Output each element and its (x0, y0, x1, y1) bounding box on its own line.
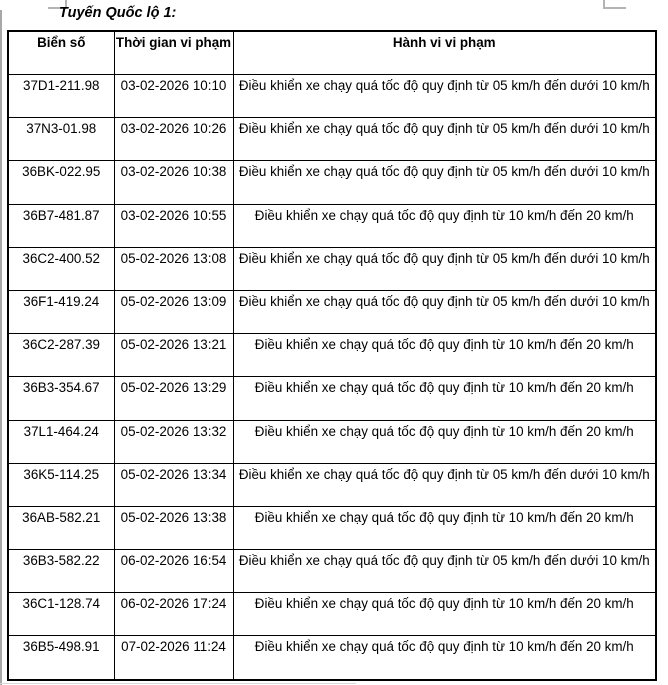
header-row (8, 31, 656, 75)
table-row (8, 550, 656, 593)
time-cell: 05-02-2026 13:32 (114, 420, 233, 463)
violation-cell: Điều khiển xe chạy quá tốc độ quy định từ 10 km/h đến 20 km/h (233, 636, 656, 680)
time-cell: 05-02-2026 13:21 (114, 334, 233, 377)
plate-cell: 37L1-464.24 (8, 420, 114, 463)
page-edge-line (0, 10, 2, 685)
time-cell: 03-02-2026 10:38 (114, 161, 233, 204)
violation-cell: Điều khiển xe chạy quá tốc độ quy định từ 05 km/h đến dưới 10 km/h (233, 161, 656, 204)
time-cell: 03-02-2026 10:26 (114, 118, 233, 161)
violation-cell: Điều khiển xe chạy quá tốc độ quy định từ 10 km/h đến 20 km/h (233, 377, 656, 420)
table-row (8, 463, 656, 506)
plate-cell: 36B3-582.22 (8, 550, 114, 593)
table-row (8, 593, 656, 636)
table-row (8, 247, 656, 290)
time-cell: 03-02-2026 10:10 (114, 75, 233, 118)
violation-cell: Điều khiển xe chạy quá tốc độ quy định từ 05 km/h đến dưới 10 km/h (233, 75, 656, 118)
plate-cell: 36AB-582.21 (8, 506, 114, 549)
plate-cell: 36B7-481.87 (8, 204, 114, 247)
violation-cell: Điều khiển xe chạy quá tốc độ quy định từ 10 km/h đến 20 km/h (233, 506, 656, 549)
table-row (8, 204, 656, 247)
plate-cell: 36C2-400.52 (8, 247, 114, 290)
table-row (8, 377, 656, 420)
table-row (8, 334, 656, 377)
violations-table (7, 30, 657, 681)
plate-cell: 37N3-01.98 (8, 118, 114, 161)
table-row (8, 420, 656, 463)
plate-cell: 36C1-128.74 (8, 593, 114, 636)
violation-cell: Điều khiển xe chạy quá tốc độ quy định từ 05 km/h đến dưới 10 km/h (233, 247, 656, 290)
violation-cell: Điều khiển xe chạy quá tốc độ quy định từ 05 km/h đến dưới 10 km/h (233, 118, 656, 161)
table-row (8, 118, 656, 161)
plate-cell: 36B5-498.91 (8, 636, 114, 680)
plate-cell: 37D1-211.98 (8, 75, 114, 118)
table-row (8, 161, 656, 204)
table-row (8, 75, 656, 118)
margin-crop-mark-top-right (603, 7, 626, 9)
column-header-time: Thời gian vi phạm (114, 31, 233, 75)
time-cell: 07-02-2026 11:24 (114, 636, 233, 680)
plate-cell: 36B3-354.67 (8, 377, 114, 420)
violation-cell: Điều khiển xe chạy quá tốc độ quy định từ 10 km/h đến 20 km/h (233, 204, 656, 247)
page-bottom-divider (0, 683, 356, 684)
plate-cell: 36BK-022.95 (8, 161, 114, 204)
time-cell: 05-02-2026 13:38 (114, 506, 233, 549)
violation-cell: Điều khiển xe chạy quá tốc độ quy định từ 05 km/h đến dưới 10 km/h (233, 463, 656, 506)
time-cell: 06-02-2026 17:24 (114, 593, 233, 636)
violation-cell: Điều khiển xe chạy quá tốc độ quy định từ 10 km/h đến 20 km/h (233, 593, 656, 636)
time-cell: 05-02-2026 13:08 (114, 247, 233, 290)
violation-cell: Điều khiển xe chạy quá tốc độ quy định từ 05 km/h đến dưới 10 km/h (233, 550, 656, 593)
table-row (8, 506, 656, 549)
time-cell: 05-02-2026 13:09 (114, 290, 233, 333)
violation-cell: Điều khiển xe chạy quá tốc độ quy định từ 05 km/h đến dưới 10 km/h (233, 290, 656, 333)
table-row (8, 636, 656, 680)
time-cell: 03-02-2026 10:55 (114, 204, 233, 247)
route-title: Tuyến Quốc lộ 1: (59, 5, 177, 21)
violation-cell: Điều khiển xe chạy quá tốc độ quy định từ 10 km/h đến 20 km/h (233, 334, 656, 377)
violation-cell: Điều khiển xe chạy quá tốc độ quy định từ 10 km/h đến 20 km/h (233, 420, 656, 463)
plate-cell: 36F1-419.24 (8, 290, 114, 333)
column-header-violation: Hành vi vi phạm (233, 31, 656, 75)
time-cell: 06-02-2026 16:54 (114, 550, 233, 593)
table-row (8, 290, 656, 333)
column-header-plate: Biển số (8, 31, 114, 75)
time-cell: 05-02-2026 13:29 (114, 377, 233, 420)
plate-cell: 36C2-287.39 (8, 334, 114, 377)
plate-cell: 36K5-114.25 (8, 463, 114, 506)
time-cell: 05-02-2026 13:34 (114, 463, 233, 506)
